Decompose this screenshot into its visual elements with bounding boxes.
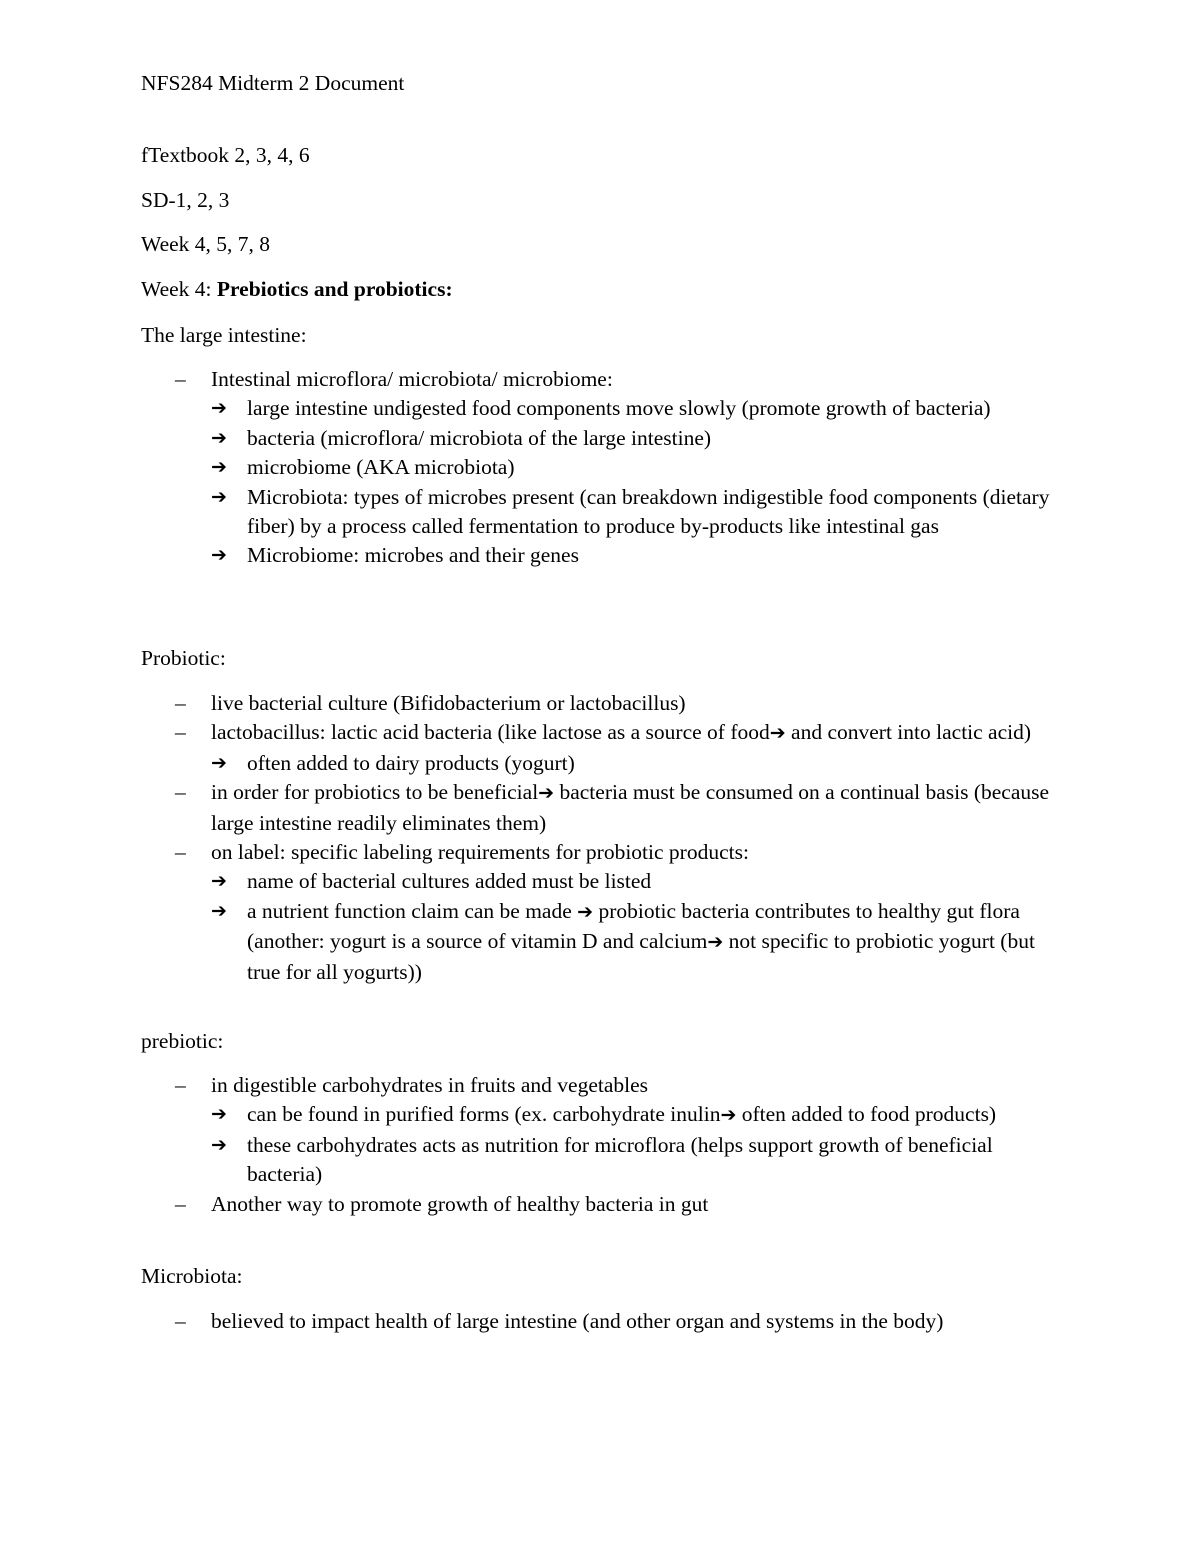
dash-bullet: – bbox=[175, 691, 186, 715]
arrow-icon: ➔ bbox=[211, 485, 227, 508]
inline-arrow-icon: ➔ bbox=[720, 1104, 737, 1127]
large-intestine-heading: The large intestine: bbox=[141, 323, 307, 347]
probiotic-heading: Probiotic: bbox=[141, 646, 226, 670]
list-item: – on label: specific labeling requirements for probiotic products: ➔ name of bacterial cultures added must be listed ➔ a nutrient function claim can be made ➔ probiotic bacteria contributes to healthy gut flora (another: yogurt is a source of vitamin D and calcium➔ not specific to probiotic yogurt (but true for all yogurts)) bbox=[141, 838, 1071, 987]
list-item: – Another way to promote growth of healthy bacteria in gut bbox=[141, 1190, 1071, 1219]
dash-bullet: – bbox=[175, 720, 186, 745]
inline-arrow-icon: ➔ bbox=[538, 782, 555, 805]
prebiotic-list bbox=[141, 1071, 1071, 1219]
sub-item: ➔ can be found in purified forms (ex. carbohydrate inulin➔ often added to food products) bbox=[211, 1100, 1071, 1130]
sub-item: ➔ a nutrient function claim can be made ➔ probiotic bacteria contributes to healthy gut flora (another: yogurt is a source of vitamin D and calcium➔ not specific to probiotic yogurt (but true for all yogurts)) bbox=[211, 898, 1035, 984]
arrow-icon: ➔ bbox=[211, 899, 227, 922]
sub-item: ➔ large intestine undigested food components move slowly (promote growth of bacteria) bbox=[211, 394, 1071, 423]
large-intestine-list bbox=[141, 365, 1071, 571]
prebiotic-heading: prebiotic: bbox=[141, 1029, 224, 1053]
sub-list bbox=[211, 867, 1071, 987]
list-item: – lactobacillus: lactic acid bacteria (like lactose as a source of food➔ and convert into lactic acid) ➔ often added to dairy products (yogurt) bbox=[141, 718, 1071, 778]
sub-list bbox=[211, 394, 1071, 570]
dash-bullet: – bbox=[175, 840, 186, 865]
probiotic-list bbox=[141, 689, 1071, 987]
inline-arrow-icon: ➔ bbox=[707, 931, 724, 954]
arrow-icon: ➔ bbox=[211, 397, 227, 420]
week-topic: Prebiotics and probiotics: bbox=[216, 277, 453, 301]
sub-item: ➔ often added to dairy products (yogurt) bbox=[211, 749, 1071, 778]
sub-list bbox=[211, 749, 1071, 778]
arrow-icon: ➔ bbox=[211, 751, 227, 774]
microbiota-heading: Microbiota: bbox=[141, 1264, 243, 1288]
inline-arrow-icon: ➔ bbox=[577, 900, 594, 923]
list-item: – Intestinal microflora/ microbiota/ microbiome: ➔ large intestine undigested food components move slowly (promote growth of bacteria) ➔ bacteria (microflora/ microbiota of the large intestine) ➔ microbiome (AKA microbiota) ➔ Microbiota: types of microbes present (can breakdown indigestible food components (dietary fiber) by a process called fermentation to produce by-products like intestinal gas ➔ Microbiome: microbes and their genes bbox=[141, 365, 1071, 571]
list-item: – live bacterial culture (Bifidobacterium or lactobacillus) bbox=[141, 689, 1071, 718]
textbook-line: fTextbook 2, 3, 4, 6 bbox=[141, 143, 310, 167]
sub-item: ➔ microbiome (AKA microbiota) bbox=[211, 453, 1071, 482]
arrow-icon: ➔ bbox=[211, 870, 227, 893]
list-item: – in digestible carbohydrates in fruits and vegetables ➔ can be found in purified forms (ex. carbohydrate inulin➔ often added to food products) ➔ these carbohydrates acts as nutrition for microflora (helps support growth of beneficial bacteria) bbox=[141, 1071, 1071, 1190]
inline-arrow-icon: ➔ bbox=[769, 722, 786, 745]
week-4-heading bbox=[141, 275, 1070, 304]
arrow-icon: ➔ bbox=[211, 1103, 227, 1126]
sub-list bbox=[211, 1100, 1071, 1189]
sub-item: ➔ Microbiota: types of microbes present (can breakdown indigestible food components (dietary fiber) by a process called fermentation to produce by-products like intestinal gas bbox=[211, 484, 1050, 539]
arrow-icon: ➔ bbox=[211, 456, 227, 479]
sub-item: ➔ name of bacterial cultures added must be listed bbox=[211, 867, 1071, 896]
dash-bullet: – bbox=[175, 1191, 186, 1216]
list-item: – believed to impact health of large intestine (and other organ and systems in the body) bbox=[141, 1307, 1071, 1336]
list-item: – in order for probiotics to be beneficial➔ bacteria must be consumed on a continual basis (because large intestine readily eliminates them) bbox=[175, 780, 1050, 835]
dash-bullet: – bbox=[175, 1073, 186, 1097]
sub-item: ➔ these carbohydrates acts as nutrition for microflora (helps support growth of beneficial bacteria) bbox=[211, 1132, 993, 1187]
sub-item: ➔ Microbiome: microbes and their genes bbox=[211, 541, 1071, 570]
arrow-icon: ➔ bbox=[211, 1133, 227, 1156]
sd-line: SD-1, 2, 3 bbox=[141, 188, 230, 212]
week-prefix: Week 4: bbox=[141, 277, 217, 301]
sub-item: ➔ bacteria (microflora/ microbiota of the large intestine) bbox=[211, 424, 1071, 453]
document-title: NFS284 Midterm 2 Document bbox=[141, 71, 405, 95]
microbiota-list bbox=[141, 1307, 1071, 1336]
weeks-line: Week 4, 5, 7, 8 bbox=[141, 232, 271, 256]
dash-bullet: – bbox=[175, 1309, 186, 1333]
arrow-icon: ➔ bbox=[211, 544, 227, 567]
dash-bullet: – bbox=[175, 367, 186, 391]
arrow-icon: ➔ bbox=[211, 426, 227, 449]
dash-bullet: – bbox=[175, 780, 186, 805]
